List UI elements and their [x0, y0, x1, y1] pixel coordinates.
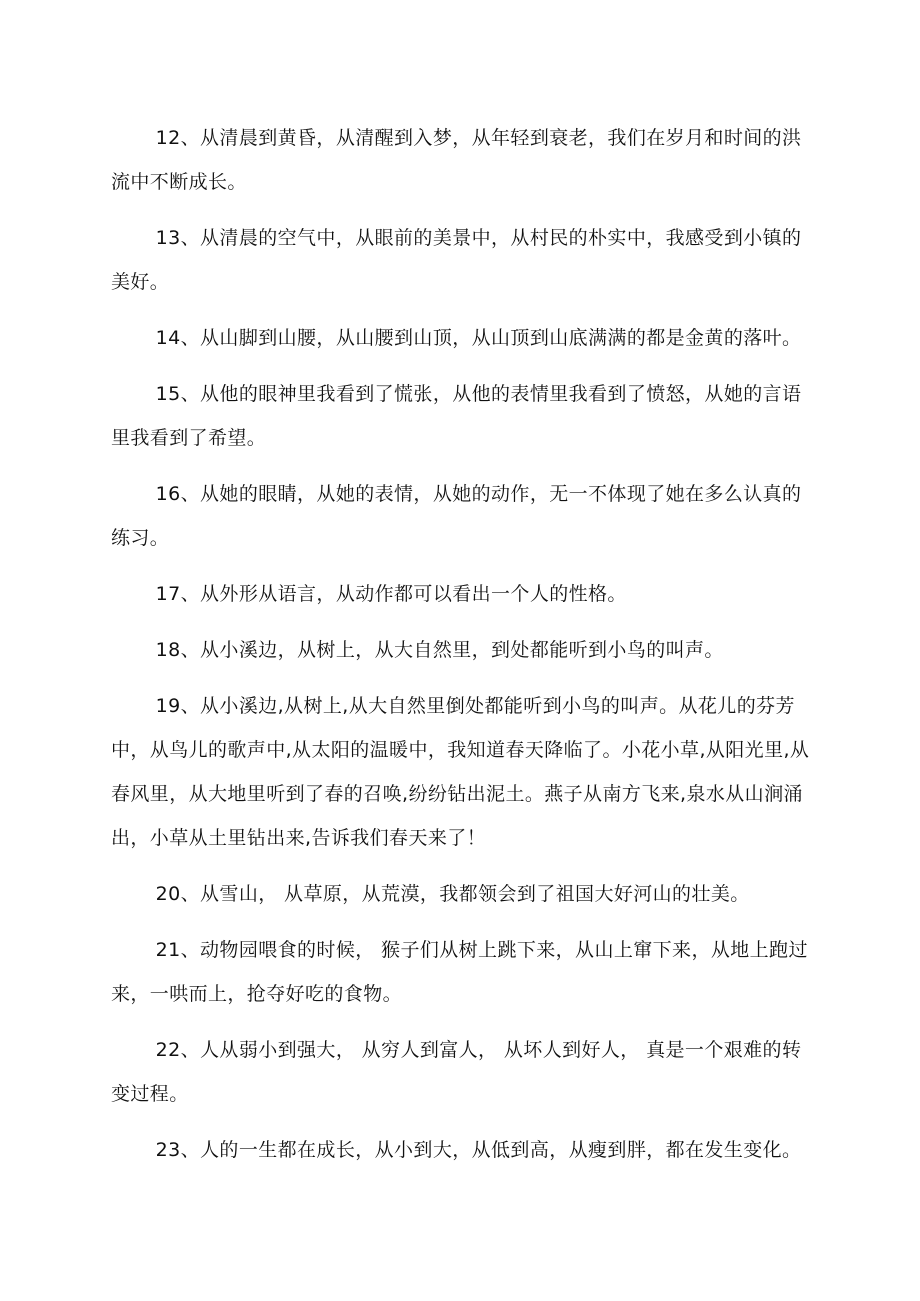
paragraph-23: 23、人的一生都在成长，从小到大，从低到高，从瘦到胖，都在发生变化。 — [155, 1139, 802, 1161]
document-body — [111, 116, 816, 1184]
paragraph-22: 22、人从弱小到强大， 从穷人到富人， 从坏人到好人， 真是一个艰难的转变过程。 — [111, 1039, 802, 1105]
paragraph-19: 19、从小溪边,从树上,从大自然里倒处都能听到小鸟的叫声。从花儿的芬芳中，从鸟儿的歌声中,从太阳的温暖中，我知道春天降临了。小花小草,从阳光里,从春风里，从大地里听到了春的召唤,纷纷钻出泥土。燕子从南方飞来,泉水从山涧涌出，小草从土里钻出来,告诉我们春天来了！ — [111, 695, 810, 849]
paragraph-21: 21、动物园喂食的时候， 猴子们从树上跳下来，从山上窜下来，从地上跑过来，一哄而上，抢夺好吃的食物。 — [111, 939, 808, 1005]
paragraph-15: 15、从他的眼神里我看到了慌张，从他的表情里我看到了愤怒，从她的言语里我看到了希望。 — [111, 383, 802, 449]
paragraph-12: 12、从清晨到黄昏，从清醒到入梦，从年轻到衰老，我们在岁月和时间的洪流中不断成长。 — [111, 127, 802, 193]
paragraph-17: 17、从外形从语言，从动作都可以看出一个人的性格。 — [155, 583, 627, 605]
paragraph-20: 20、从雪山， 从草原，从荒漠，我都领会到了祖国大好河山的壮美。 — [155, 883, 750, 905]
paragraph-14: 14、从山脚到山腰，从山腰到山顶，从山顶到山底满满的都是金黄的落叶。 — [155, 327, 802, 349]
paragraph-16: 16、从她的眼睛，从她的表情，从她的动作，无一不体现了她在多么认真的练习。 — [111, 483, 802, 549]
paragraph-18: 18、从小溪边，从树上，从大自然里，到处都能听到小鸟的叫声。 — [155, 639, 724, 661]
paragraph-13: 13、从清晨的空气中，从眼前的美景中，从村民的朴实中，我感受到小镇的美好。 — [111, 227, 802, 293]
